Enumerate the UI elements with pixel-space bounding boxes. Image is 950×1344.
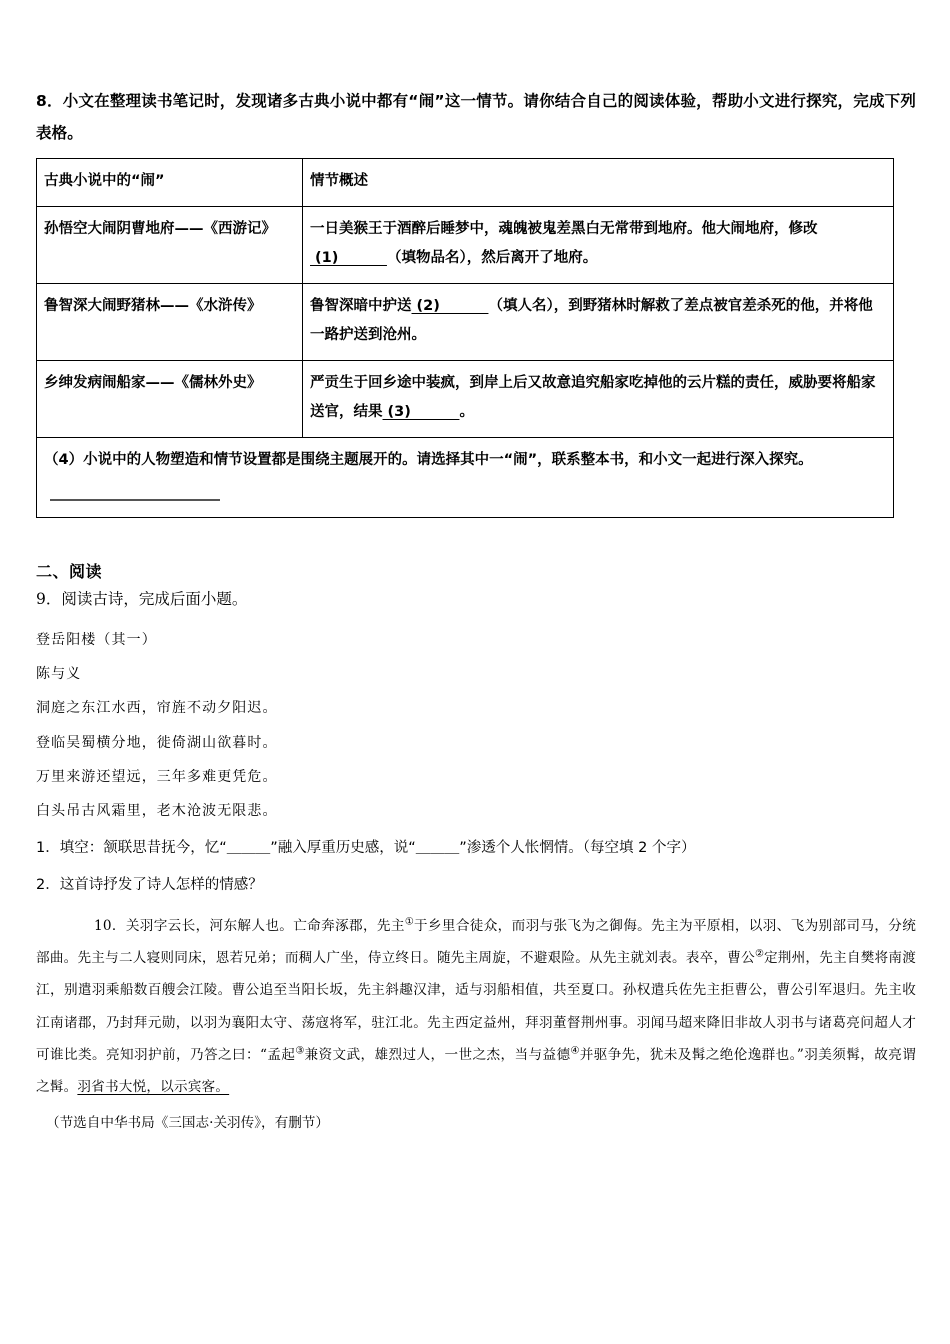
footnote-marker-2: ②: [754, 948, 764, 960]
poem-line: 万里来游还望远，三年多难更凭危。: [36, 768, 278, 785]
plot-analysis-table: [36, 158, 894, 518]
summary-text-post: 。: [459, 403, 474, 420]
passage-part-5: 并驱争先，犹未及髯之绝伦逸群也。”羽美须髯，故亮谓之髯。: [36, 1047, 917, 1096]
table-cell-summary: [303, 206, 894, 283]
question-10-number: 10．: [94, 917, 126, 934]
passage-source-citation: （节选自中华书局《三国志·关羽传》，有删节）: [46, 1114, 329, 1131]
question-9-sub-2: 2．这首诗抒发了诗人怎样的情感？: [36, 877, 263, 894]
footnote-marker-1: ①: [404, 916, 414, 928]
footnote-marker-3: ③: [295, 1045, 305, 1057]
table-cell-final-question: [37, 437, 894, 517]
summary-text-post: （填物品名），然后离开了地府。: [386, 249, 598, 266]
table-row: [37, 360, 894, 437]
answer-write-line[interactable]: [50, 499, 220, 501]
table-row: [37, 206, 894, 283]
poem-line: 洞庭之东江水西，帘旌不动夕阳迟。: [36, 700, 278, 717]
final-question-text: （4）小说中的人物塑造和情节设置都是围绕主题展开的。请选择其中一“闹”，联系整本书，和小文一起进行深入探究。: [44, 451, 813, 468]
summary-text-post: （填人名），到野猪林时解救了差点被官差杀死的他，并将他一路护送到沧州。: [310, 297, 873, 343]
question-10-passage: [36, 910, 916, 1104]
section-heading-reading: 二、阅读: [36, 561, 103, 581]
summary-text-pre: 严贡生于回乡途中装疯，到岸上后又故意追究船家吃掉他的云片糕的责任，威胁要将船家送官，结果: [310, 374, 876, 420]
table-cell-novel: 乡绅发病闹船家——《儒林外史》: [37, 360, 303, 437]
answer-blank-1[interactable]: (1): [310, 249, 387, 266]
question-8-stem: 8．小文在整理读书笔记时，发现诸多古典小说中都有“闹”这一情节。请你结合自己的阅读体验，帮助小文进行探究，完成下列表格。: [36, 92, 916, 142]
summary-text-pre: 一日美猴王于酒醉后睡梦中，魂魄被鬼差黑白无常带到地府。他大闹地府，修改: [310, 220, 818, 237]
answer-blank-3[interactable]: (3): [382, 403, 460, 420]
passage-underlined-sentence: 羽省书大悦，以示宾客。: [77, 1079, 230, 1096]
table-header-row: [37, 158, 894, 206]
table-header-cell-novel: 古典小说中的“闹”: [37, 158, 303, 206]
table-row: [37, 283, 894, 360]
poem-title: 登岳阳楼（其一）: [36, 631, 157, 648]
passage-part-3: 定荆州，先主自樊将南渡江，别遣羽乘船数百艘会江陵。曹公追至当阳长坂，先主斜趣汉津，适与羽船相值，共至夏口。孙权遣兵佐先主拒曹公，曹公引军退归。先主收江南诸郡，乃封拜元勋，以羽为襄阳太守、荡寇将军，驻江北。先主西定益州，拜羽董督荆州事。羽闻马超来降旧非故人羽书与诸葛亮问超人才可谁比类。亮知羽护前，乃答之曰：“孟起: [36, 950, 917, 1064]
table-cell-summary: [303, 360, 894, 437]
answer-blank-2[interactable]: (2): [411, 297, 489, 314]
table-row-final: [37, 437, 894, 517]
page-content: [36, 86, 916, 1139]
footnote-marker-4: ④: [570, 1045, 580, 1057]
poem-author: 陈与义: [36, 665, 82, 682]
poem-block: [36, 623, 916, 829]
table-cell-novel: 鲁智深大闹野猪林——《水浒传》: [37, 283, 303, 360]
passage-part-1: 关羽字云长，河东解人也。亡命奔涿郡，先主: [125, 917, 405, 934]
summary-text-pre: 鲁智深暗中护送: [310, 297, 412, 314]
poem-line: 登临吴蜀横分地，徙倚湖山欲暮时。: [36, 734, 278, 751]
poem-line: 白头吊古风霜里，老木沧波无限悲。: [36, 803, 278, 820]
table-cell-summary: [303, 283, 894, 360]
question-9-sub-1: 1．填空：颔联思昔抚今，忆“＿＿＿”融入厚重历史感，说“＿＿＿”渗透个人怅惘情。（每空填 2 个字）: [36, 840, 696, 857]
question-9-stem: 9．阅读古诗，完成后面小题。: [36, 589, 248, 608]
passage-part-4: 兼资文武，雄烈过人，一世之杰，当与益德: [304, 1047, 571, 1064]
table-cell-novel: 孙悟空大闹阴曹地府——《西游记》: [37, 206, 303, 283]
passage-part-2: 于乡里合徒众，而羽与张飞为之御侮。先主为平原相，以羽、飞为别部司马，分统部曲。先主与二人寝则同床，恩若兄弟；而稠人广坐，侍立终日。随先主周旋，不避艰险。从先主就刘表。表卒，曹公: [36, 917, 917, 967]
table-header-cell-summary: 情节概述: [303, 158, 894, 206]
